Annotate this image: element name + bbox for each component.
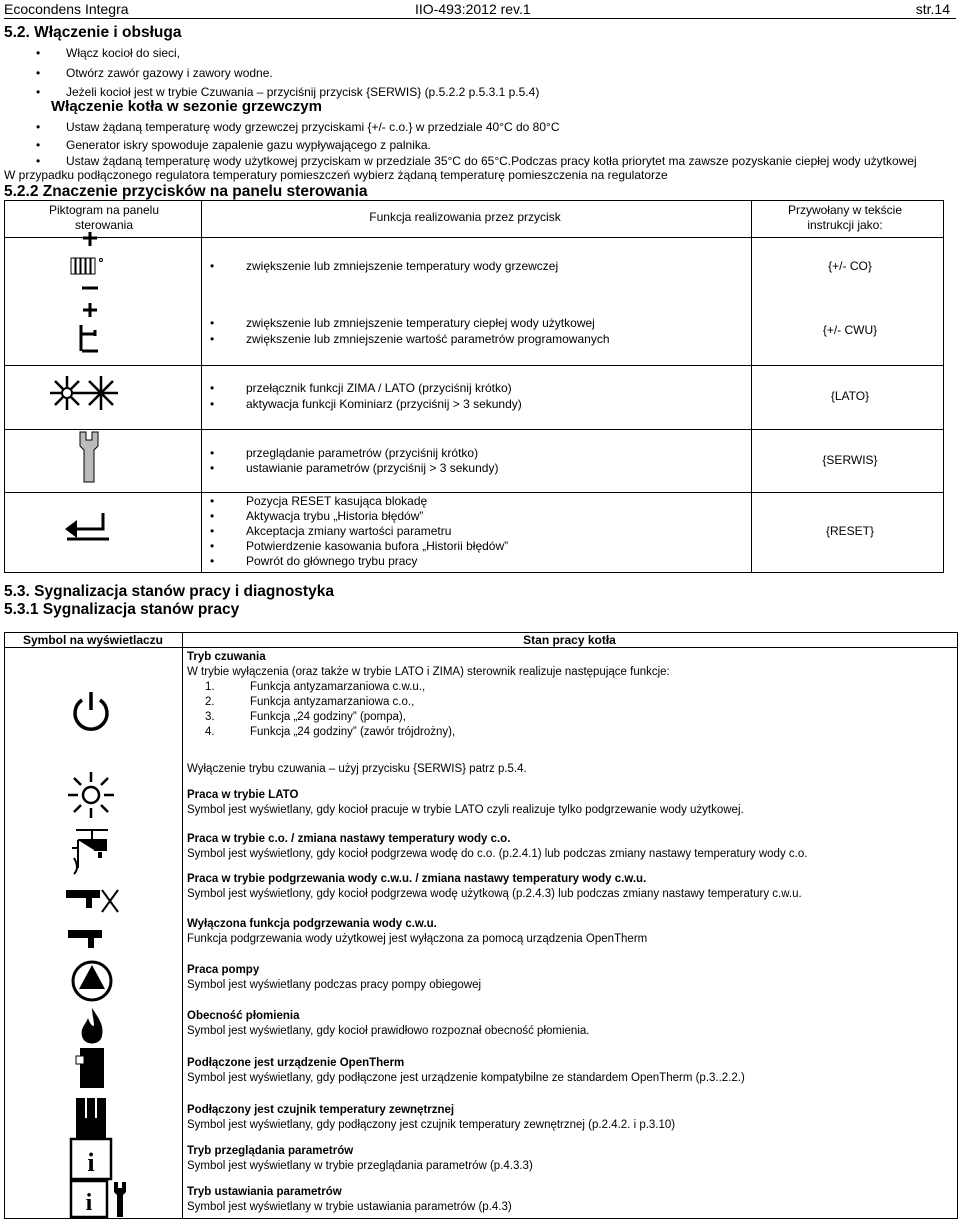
function-description: • ustawianie parametrów (przyciśnij > 3 sekundy) [246, 461, 498, 476]
button-code: {+/- CWU} [822, 323, 878, 337]
section-5-2-2-title: 5.2.2 Znaczenie przycisków na panelu sterowania [4, 183, 368, 200]
state-title: Praca w trybie c.o. / zmiana nastawy temperatury wody c.o. [187, 833, 511, 845]
function-description: • przełącznik funkcji ZIMA / LATO (przyciśnij krótko) [246, 381, 512, 396]
function-description: • Pozycja RESET kasująca blokadę [246, 494, 427, 509]
list-item: Funkcja „24 godziny” (pompa), [250, 711, 406, 723]
wrench-icon [74, 432, 100, 484]
parameter-info-icon [70, 1138, 112, 1180]
state-block [187, 872, 946, 902]
state-block [187, 788, 946, 818]
function-description: • przeglądanie parametrów (przyciśnij krótko) [246, 446, 478, 461]
list-item: • Ustaw żądaną temperaturę wody użytkowej przyciskam w przedziale 35°C do 65°C.Podczas pracy kotła priorytet ma zawsze pozyskanie ciepłej wody użytkowej [66, 153, 917, 169]
list-item: Funkcja antyzamarzaniowa c.w.u., [250, 681, 426, 693]
state-text: Symbol jest wyświetlany, gdy kocioł pracuje w trybie LATO czyli realizuje tylko podgrzewanie wody użytkowej. [187, 804, 744, 816]
state-block [187, 963, 946, 993]
table-header-state: Stan pracy kotła [523, 633, 616, 647]
state-block [187, 832, 946, 862]
button-code: {+/- CO} [828, 259, 872, 273]
state-title: Praca w trybie LATO [187, 789, 299, 801]
state-text: W trybie wyłączenia (oraz także w trybie LATO i ZIMA) sterownik realizuje następujące funkcje: [187, 666, 670, 678]
state-text: Symbol jest wyświetlany podczas pracy pompy obiegowej [187, 979, 482, 991]
button-code: {RESET} [825, 524, 875, 538]
state-title: Obecność płomienia [187, 1010, 300, 1022]
parameter-edit-icon [70, 1180, 132, 1218]
tap-disabled-icon [66, 920, 118, 950]
sun-snowflake-icon [52, 372, 122, 414]
section-subtitle: Włączenie kotła w sezonie grzewczym [51, 98, 322, 115]
state-block [187, 1056, 946, 1086]
function-description: • zwiększenie lub zmniejszenie temperatury ciepłej wody użytkowej [246, 316, 595, 331]
function-description: • zwiększenie lub zmniejszenie wartość parametrów programowanych [246, 332, 610, 347]
button-code: {LATO} [830, 389, 870, 403]
paragraph: W przypadku podłączonego regulatora temperatury pomieszczeń wybierz żądaną temperaturę pomieszczenia na regulatorze [4, 168, 668, 182]
opentherm-icon [76, 1048, 106, 1088]
flame-icon [79, 1006, 105, 1048]
list-item: Funkcja „24 godziny” (zawór trójdrożny), [250, 726, 456, 738]
state-title: Tryb ustawiania parametrów [187, 1186, 342, 1198]
svg-text:i: i [87, 1148, 95, 1177]
radiator-tap-icon [72, 828, 112, 876]
standby-block [187, 650, 946, 740]
state-title: Wyłączona funkcja podgrzewania wody c.w.u. [187, 918, 437, 930]
state-title: Tryb czuwania [187, 651, 266, 663]
function-description: • aktywacja funkcji Kominiarz (przyciśnij > 3 sekundy) [246, 397, 522, 412]
function-description: • Akceptacja zmiany wartości parametru [246, 524, 451, 539]
plus-minus-radiator-icon [55, 232, 115, 362]
state-text: Symbol jest wyświetlany, gdy kocioł prawidłowo rozpoznał obecność płomienia. [187, 1025, 590, 1037]
function-description: • Aktywacja trybu „Historia błędów” [246, 509, 423, 524]
state-text: Symbol jest wyświetlany w trybie ustawiania parametrów (p.4.3) [187, 1201, 512, 1213]
list-number: 2. [205, 696, 215, 708]
hot-water-tap-icon [64, 880, 120, 916]
state-block [187, 1185, 946, 1215]
table-header-reference: Przywołany w tekście instrukcji jako: [787, 203, 903, 232]
section-5-3-title: 5.3. Sygnalizacja stanów pracy i diagnostyka [4, 583, 334, 600]
header-page-number: str.14 [915, 1, 950, 17]
list-number: 3. [205, 711, 215, 723]
standby-footer: Wyłączenie trybu czuwania – użyj przycisku {SERWIS} patrz p.5.4. [187, 763, 527, 775]
function-description: • Potwierdzenie kasowania bufora „Historii błędów” [246, 539, 508, 554]
page-header [4, 0, 956, 19]
state-block [187, 1144, 946, 1174]
reset-arrow-icon [63, 507, 113, 543]
power-icon [70, 690, 112, 734]
list-item: • Włącz kocioł do sieci, [66, 45, 180, 61]
state-title: Praca w trybie podgrzewania wody c.w.u. / zmiana nastawy temperatury wody c.w.u. [187, 873, 647, 885]
section-5-3-1-title: 5.3.1 Sygnalizacja stanów pracy [4, 601, 240, 618]
svg-text:i: i [85, 1190, 93, 1216]
state-text: Symbol jest wyświetlany, gdy podłączony jest czujnik temperatury zewnętrznej (p.2.4.2. i p.3.10) [187, 1119, 676, 1131]
table-header-symbol: Symbol na wyświetlaczu [22, 633, 164, 647]
state-block [187, 1103, 946, 1133]
list-item: Funkcja antyzamarzaniowa c.o., [250, 696, 415, 708]
state-text: Symbol jest wyświetlany w trybie przeglądania parametrów (p.4.3.3) [187, 1160, 533, 1172]
header-product: Ecocondens Integra [4, 1, 129, 17]
table-header-pictogram: Piktogram na panelu sterowania [48, 203, 160, 232]
state-text: Symbol jest wyświetlony, gdy kocioł podgrzewa wodę użytkową (p.2.4.3) lub podczas zmiany nastawy temperatury c.w.u. [187, 888, 802, 900]
summer-sun-icon [68, 772, 114, 818]
list-item: • Ustaw żądaną temperaturę wody grzewczej przyciskami {+/- c.o.} w przedziale 40°C do 80°C [66, 119, 559, 135]
list-item: • Otwórz zawór gazowy i zawory wodne. [66, 65, 273, 81]
pump-icon [71, 959, 113, 1003]
list-number: 1. [205, 681, 215, 693]
button-code: {SERWIS} [822, 453, 878, 467]
list-item: • Generator iskry spowoduje zapalenie gazu wypływającego z palnika. [66, 137, 431, 153]
state-title: Podłączony jest czujnik temperatury zewnętrznej [187, 1104, 455, 1116]
function-list [187, 680, 946, 740]
table-header-function: Funkcja realizowania przez przycisk [369, 210, 561, 224]
section-5-2-title: 5.2. Włączenie i obsługa [4, 24, 182, 41]
state-title: Podłączone jest urządzenie OpenTherm [187, 1057, 405, 1069]
state-title: Praca pompy [187, 964, 260, 976]
function-description: • zwiększenie lub zmniejszenie temperatury wody grzewczej [246, 259, 558, 274]
state-text: Symbol jest wyświetlony, gdy kocioł podgrzewa wodę do c.o. (p.2.4.1) lub podczas zmiany nastawy temperatury wody c.o. [187, 848, 808, 860]
list-item: • Jeżeli kocioł jest w trybie Czuwania – przyciśnij przycisk {SERWIS} (p.5.2.2 p.5.3.1 p.5.4) [66, 84, 539, 100]
state-block [187, 1009, 946, 1039]
state-block [187, 917, 946, 947]
function-description: • Powrót do głównego trybu pracy [246, 554, 417, 569]
state-title: Tryb przeglądania parametrów [187, 1145, 354, 1157]
outdoor-sensor-icon [74, 1096, 108, 1140]
list-number: 4. [205, 726, 215, 738]
state-text: Funkcja podgrzewania wody użytkowej jest wyłączona za pomocą urządzenia OpenTherm [187, 933, 648, 945]
header-doc-number: IIO-493:2012 rev.1 [415, 1, 531, 17]
state-text: Symbol jest wyświetlany, gdy podłączone jest urządzenie kompatybilne ze standardem OpenTherm (p.3..2.2.) [187, 1072, 745, 1084]
